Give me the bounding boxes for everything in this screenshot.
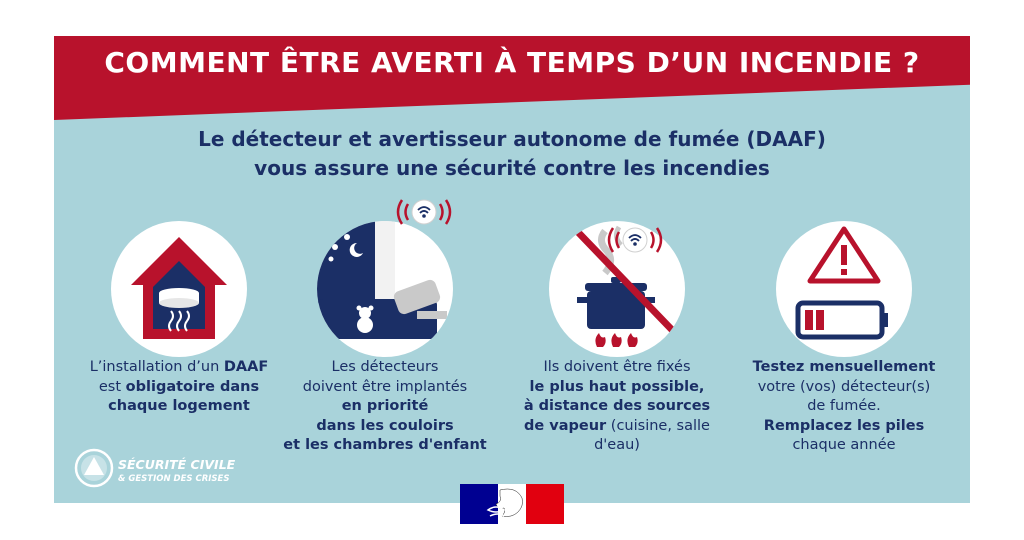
card-2-line: doivent être implantés bbox=[302, 378, 468, 395]
subtitle-line-2: vous assure une sécurité contre les incendies bbox=[254, 156, 770, 180]
child-bedroom-icon bbox=[317, 221, 453, 357]
card-2-line bbox=[270, 436, 500, 456]
card-2-caption bbox=[270, 358, 500, 456]
card-1-caption bbox=[64, 358, 294, 417]
card-4-illustration bbox=[776, 221, 912, 357]
house-smoke-detector-icon bbox=[111, 221, 247, 357]
caption-text: (cuisine, salle d'eau) bbox=[594, 417, 710, 453]
caption-text: est bbox=[98, 378, 126, 395]
card-3-line: Ils doivent être fixés bbox=[543, 359, 691, 375]
card-4-line bbox=[729, 417, 959, 437]
caption-bold-text: et les chambres d'enfant bbox=[283, 437, 487, 453]
card-4-line: votre (vos) détecteur(s) bbox=[757, 378, 931, 395]
caption-bold-text: chaque logement bbox=[108, 398, 250, 414]
card-3-line bbox=[502, 378, 732, 398]
caption-bold-text: DAAF bbox=[223, 359, 269, 375]
marianne-flag-logo-icon bbox=[460, 484, 564, 524]
securite-civile-logo-icon bbox=[74, 448, 114, 488]
card-1-line bbox=[64, 378, 294, 398]
logo-line-2: & GESTION DES CRISES bbox=[118, 474, 230, 484]
card-1-illustration bbox=[111, 221, 247, 357]
card-2-line bbox=[270, 397, 500, 417]
caption-bold-text: Remplacez les piles bbox=[763, 417, 925, 434]
page-title: COMMENT ÊTRE AVERTI À TEMPS D’UN INCENDIE ? bbox=[104, 46, 920, 79]
subtitle-line-1: Le détecteur et avertisseur autonome de fumée (DAAF) bbox=[198, 127, 826, 151]
card-4-line: chaque année bbox=[792, 437, 896, 453]
card-4-line bbox=[729, 358, 959, 378]
caption-bold-text: à distance des sources bbox=[523, 398, 711, 414]
card-4-caption bbox=[729, 358, 959, 456]
caption-bold-text: le plus haut possible, bbox=[529, 378, 705, 395]
card-2-line: Les détecteurs bbox=[331, 359, 439, 375]
card-1-line bbox=[64, 397, 294, 417]
card-2-line bbox=[270, 417, 500, 437]
wireless-detector-icon bbox=[605, 224, 665, 256]
caption-bold-text: dans les couloirs bbox=[316, 417, 454, 434]
low-battery-warning-icon bbox=[776, 221, 912, 357]
securite-civile-logo-text bbox=[118, 458, 235, 486]
logo-line-1: SÉCURITÉ CIVILE bbox=[118, 457, 236, 472]
caption-text: L’installation d’un bbox=[89, 359, 224, 375]
infographic-panel bbox=[54, 36, 970, 503]
card-3-line bbox=[502, 397, 732, 417]
card-1-line bbox=[64, 358, 294, 378]
caption-bold-text: en priorité bbox=[341, 398, 429, 414]
card-4-line: de fumée. bbox=[807, 398, 881, 414]
card-3-caption bbox=[502, 358, 732, 456]
card-3-line bbox=[502, 417, 732, 456]
caption-bold-text: Testez mensuellement bbox=[752, 359, 936, 375]
caption-bold-text: obligatoire dans bbox=[125, 378, 260, 395]
subtitle bbox=[54, 125, 970, 183]
card-2-illustration bbox=[317, 221, 453, 357]
wireless-detector-icon bbox=[394, 196, 454, 228]
caption-bold-text: de vapeur bbox=[524, 417, 607, 434]
